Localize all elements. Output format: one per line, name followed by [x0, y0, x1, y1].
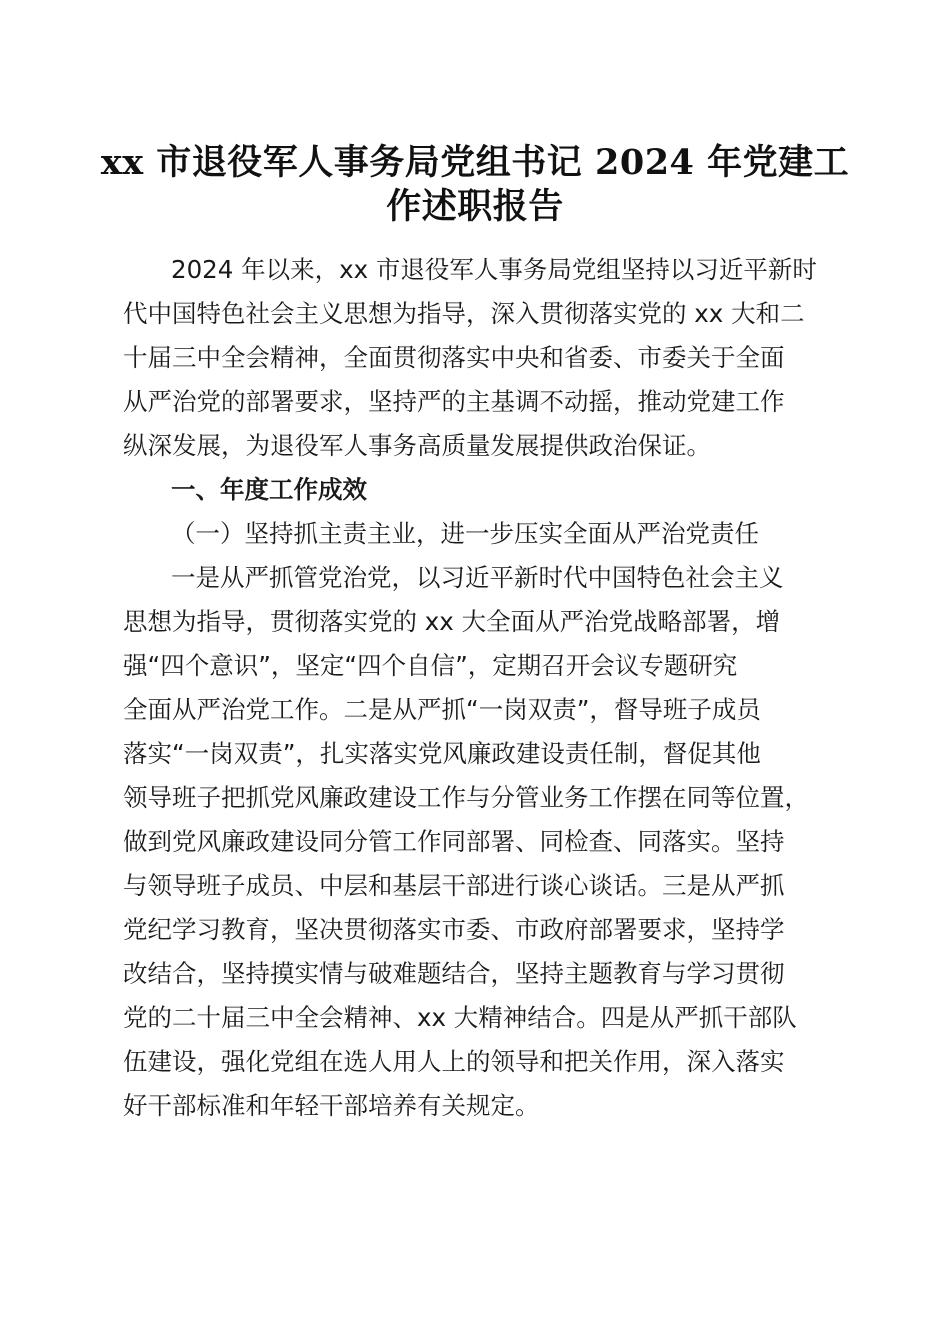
body-line-7: 做到党风廉政建设同分管工作同部署、同检查、同落实。坚持	[123, 827, 785, 856]
body-line-11: 党的二十届三中全会精神、xx 大精神结合。四是从严抓干部队	[123, 1003, 797, 1032]
section-heading: 一、年度工作成效	[171, 475, 367, 504]
body-line-9: 党纪学习教育，坚决贯彻落实市委、市政府部署要求，坚持学	[123, 915, 785, 944]
intro-line-3: 十届三中全会精神，全面贯彻落实中央和省委、市委关于全面	[123, 343, 785, 372]
intro-line-5: 纵深发展，为退役军人事务高质量发展提供政治保证。	[123, 431, 711, 460]
body-line-2: 思想为指导，贯彻落实党的 xx 大全面从严治党战略部署，增	[123, 607, 781, 636]
body-line-10: 改结合，坚持摸实情与破难题结合，坚持主题教育与学习贯彻	[123, 959, 785, 988]
body-line-3: 强“四个意识”，坚定“四个自信”，定期召开会议专题研究	[123, 651, 738, 680]
body-line-1: 一是从严抓管党治党，以习近平新时代中国特色社会主义	[171, 563, 784, 592]
body-line-5: 落实“一岗双责”，扎实落实党风廉政建设责任制，督促其他	[123, 739, 761, 768]
intro-line-4: 从严治党的部署要求，坚持严的主基调不动摇，推动党建工作	[123, 387, 785, 416]
body-line-4: 全面从严治党工作。二是从严抓“一岗双责”，督导班子成员	[123, 695, 761, 724]
document-title-line-1: xx 市退役军人事务局党组书记 2024 年党建工	[100, 142, 850, 183]
body-line-8: 与领导班子成员、中层和基层干部进行谈心谈话。三是从严抓	[123, 871, 785, 900]
body-line-12: 伍建设，强化党组在选人用人上的领导和把关作用，深入落实	[123, 1047, 785, 1076]
body-line-13: 好干部标准和年轻干部培养有关规定。	[123, 1091, 540, 1120]
subsection-heading: （一）坚持抓主责主业，进一步压实全面从严治党责任	[171, 519, 759, 548]
intro-line-1: 2024 年以来，xx 市退役军人事务局党组坚持以习近平新时	[171, 255, 817, 284]
intro-line-2: 代中国特色社会主义思想为指导，深入贯彻落实党的 xx 大和二	[123, 299, 805, 328]
body-line-6: 领导班子把抓党风廉政建设工作与分管业务工作摆在同等位置，	[123, 783, 809, 812]
document-title-line-2: 作述职报告	[386, 186, 564, 227]
